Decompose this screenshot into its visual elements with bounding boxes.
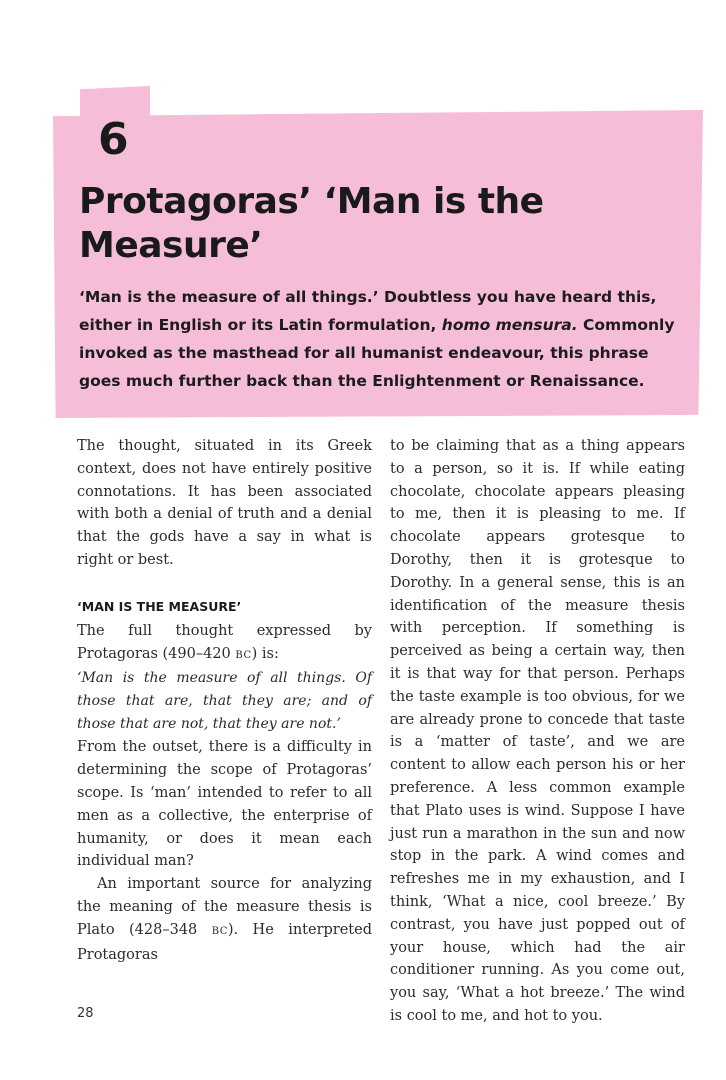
para4-text: An important source for analyzing the meaning of the measure thesis is Plato (428–348 (77, 876, 372, 938)
chapter-intro (79, 283, 679, 395)
intro-text-start: ‘Man is the measure of all things.’ Doubtless you have heard this, either in English or its Latin formulation, (79, 288, 657, 334)
paragraph-full-thought (77, 620, 372, 668)
page-number: 28 (77, 1006, 94, 1021)
paragraph-scope: From the outset, there is a difficulty in determining the scope of Protagoras’ scope. Is ‘man’ intended to refer to all men as a collective, the enterprise of humanity, or does it mean each individual man? (77, 739, 372, 870)
intro-latin-term: homo mensura. (441, 316, 578, 334)
paragraph-perception: to be claiming that as a thing appears to a person, so it is. If while eating chocolate, chocolate appears pleasing to me, then it is pleasing to me. If chocolate appears grotesque to Dorothy, then it is grotesque to Dorothy. In a general sense, this is an identification of the measure thesis with perception. If something is perceived as being a certain way, then it is that way for that person. Perhaps the taste example is too obvious, for we are already prone to concede that taste is a ‘matter of taste’, and we are content to allow each person his or her preference. A less common example that Plato uses is wind. Suppose I have just run a marathon in the sun and now stop in the park. A wind comes and refreshes me in my exhaustion, and I think, ‘What a nice, cool breeze.’ By contrast, you have just popped out of your house, which had the air conditioner running. As you come out, you say, ‘What a hot breeze.’ The wind is cool to me, and hot to you. (390, 438, 685, 1024)
chapter-number: 6 (98, 114, 129, 165)
intro-text-end: Commonly invoked as the masthead for all humanist endeavour, this phrase goes much further back than the Enlightenment or Renaissance. (79, 316, 675, 390)
para2-text-end: ) is: (251, 645, 279, 662)
para2-text: The full thought expressed by Protagoras (490–420 (77, 622, 372, 662)
chapter-title: Protagoras’ ‘Man is the Measure’ (79, 181, 544, 266)
paragraph-plato (77, 873, 372, 966)
para4-text-end: ). He interpreted Protagoras (77, 921, 372, 963)
section-heading: ‘MAN IS THE MEASURE’ (77, 598, 242, 614)
left-column (77, 435, 372, 966)
paragraph-context: The thought, situated in its Greek context, does not have entirely positive connotations. It has been associated with both a denial of truth and a denial that the gods have a say in what is right or best. (77, 438, 372, 568)
block-quote: ‘Man is the measure of all things. Of those that are, that they are; and of those that are not, that they are not.’ (77, 670, 372, 733)
era-label: BC (235, 649, 252, 661)
era-label: BC (211, 925, 228, 937)
right-column (390, 435, 685, 1028)
